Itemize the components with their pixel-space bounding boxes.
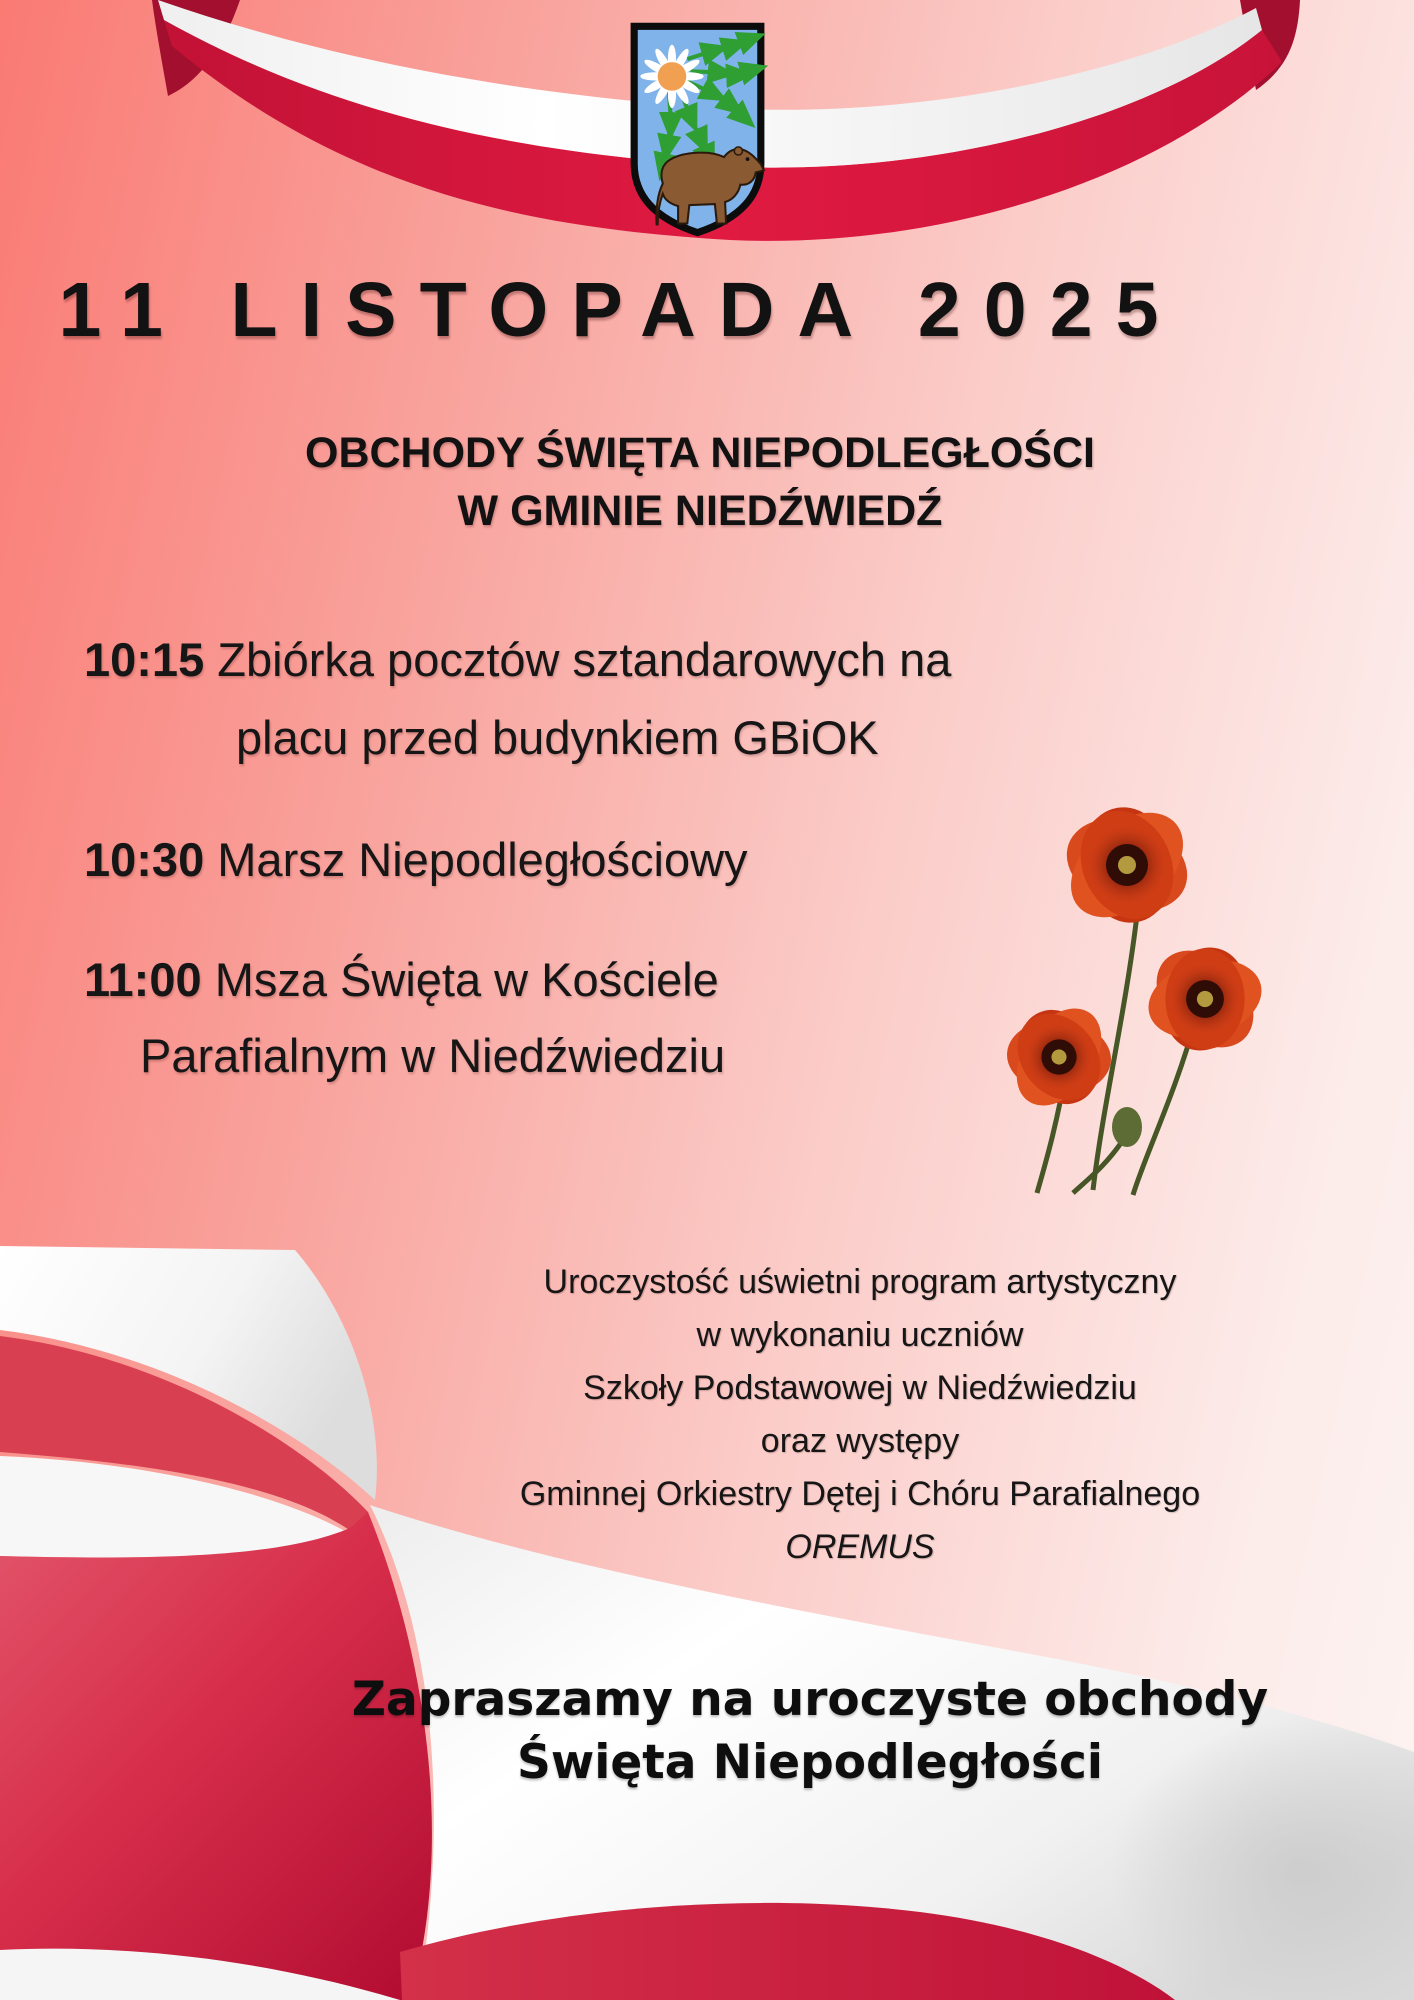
invitation-text [260, 1668, 1360, 1794]
schedule-time-2: 10:30 [84, 833, 205, 886]
subtitle-line-2: W GMINIE NIEDŹWIEDŹ [457, 487, 943, 536]
program-line-1: Uroczystość uświetni program artystyczny [543, 1263, 1177, 1301]
schedule-text-3: Msza Święta w Kościele [214, 953, 719, 1006]
choir-name: OREMUS [785, 1528, 935, 1566]
program-line-2: w wykonaniu uczniów [696, 1316, 1024, 1354]
schedule-item-2 [84, 832, 748, 887]
subtitle-line-1: OBCHODY ŚWIĘTA NIEPODLEGŁOŚCI [305, 429, 1095, 477]
schedule-text-2: Marsz Niepodległościowy [217, 833, 748, 886]
program-line-4: oraz występy [760, 1422, 960, 1460]
invitation-line-1: Zapraszamy na uroczyste obchody [351, 1672, 1269, 1727]
schedule-item-1 [84, 632, 951, 687]
program-line-5: Gminnej Orkiestry Dętej i Chóru Parafialnego [519, 1475, 1201, 1513]
schedule-item-1-cont [236, 710, 879, 765]
program-line-3: Szkoły Podstawowej w Niedźwiedziu [583, 1369, 1137, 1407]
schedule-text-3b: Parafialnym w Niedźwiedziu [140, 1029, 726, 1082]
program-description [460, 1256, 1260, 1574]
poster-title: 11 LISTOPADA 2025 [58, 267, 1182, 353]
schedule-time-1: 10:15 [84, 633, 205, 686]
schedule-text-1: Zbiórka pocztów sztandarowych na [217, 633, 952, 686]
schedule-item-3-cont [140, 1028, 725, 1083]
schedule-item-3 [84, 952, 719, 1007]
invitation-line-2: Święta Niepodległości [516, 1735, 1103, 1790]
poster-subtitle [0, 424, 1400, 540]
schedule-time-3: 11:00 [84, 953, 202, 1006]
schedule-text-1b: placu przed budynkiem GBiOK [236, 711, 879, 764]
